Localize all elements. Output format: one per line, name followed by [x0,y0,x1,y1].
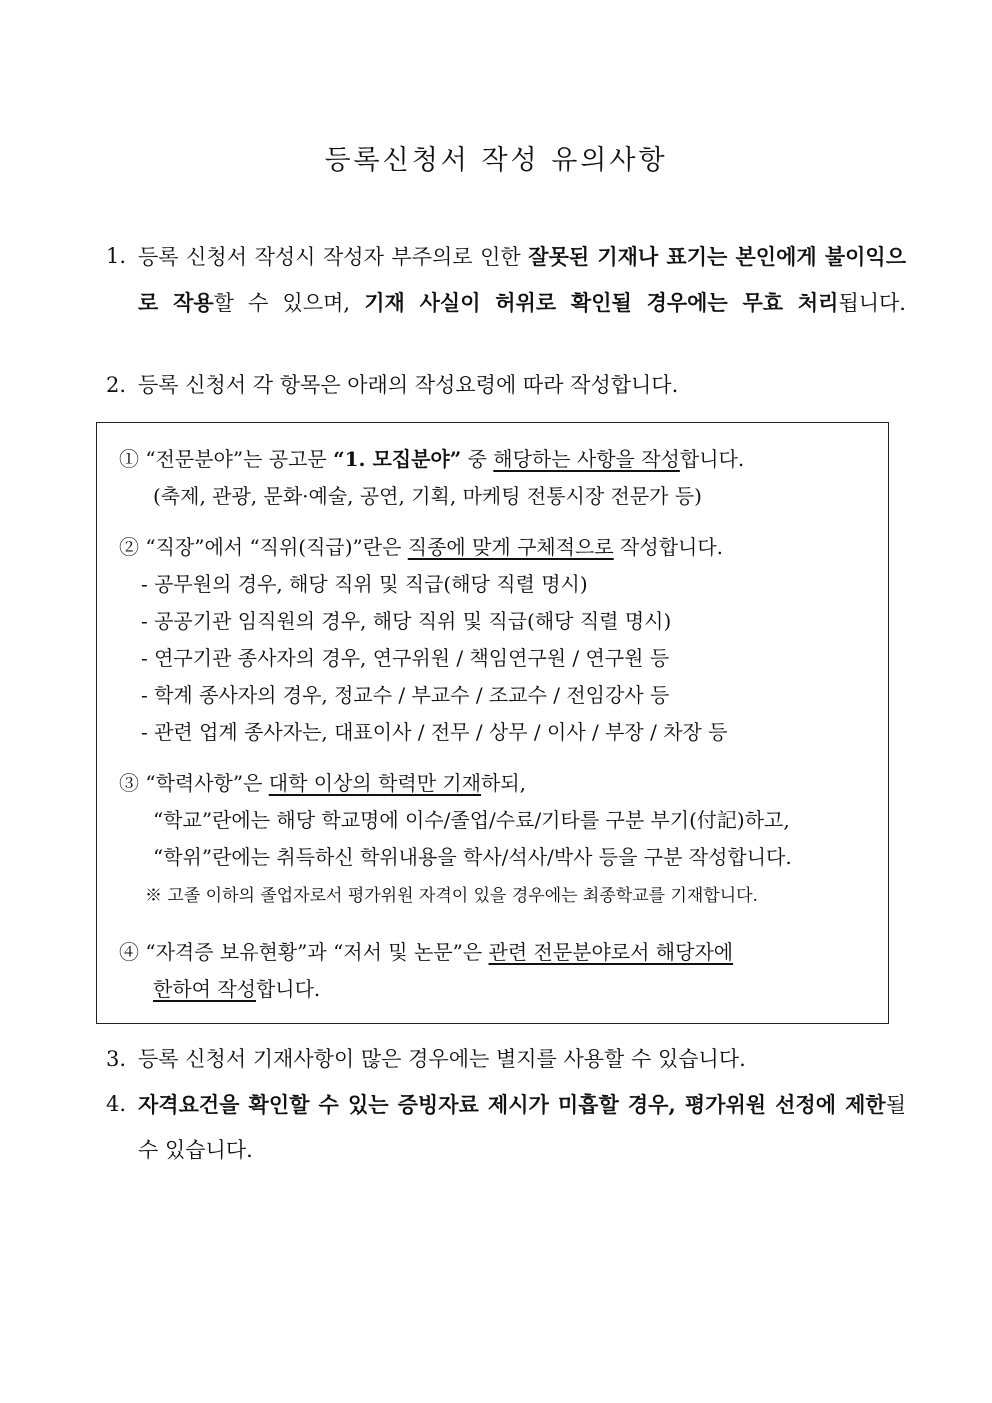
item-number: 3. [106,1047,127,1071]
dash-line: - 공공기관 임직원의 경우, 해당 직위 및 직급(해당 직렬 명시) [141,609,672,633]
instruction-4: ④ “자격증 보유현황”과 “저서 및 논문”은 관련 전문분야로서 해당자에 한하여 작성합니다. [119,940,734,1001]
item-text: 등록 신청서 작성시 작성자 부주의로 인한 잘못된 기재나 표기는 본인에게 불이익으로 작용할 수 있으며, 기재 사실이 허위로 확인될 경우에는 무효 처리됩니다. [138,244,906,315]
item-text: 자격요건을 확인할 수 있는 증빙자료 제시가 미흡할 경우, 평가위원 선정에 제한될 수 있습니다. [138,1092,906,1162]
dash-line: - 공무원의 경우, 해당 직위 및 직급(해당 직렬 명시) [141,572,588,596]
notice-item-3 [106,1037,906,1082]
instructions-box [96,422,889,1024]
instruction-1: ① “전문분야”는 공고문 “1. 모집분야” 중 해당하는 사항을 작성합니다. (축제, 관광, 문화·예술, 공연, 기획, 마케팅 전통시장 전문가 등) [119,441,869,515]
dash-line: - 연구기관 종사자의 경우, 연구위원 / 책임연구원 / 연구원 등 [141,646,670,670]
dash-line: - 학계 종사자의 경우, 정교수 / 부교수 / 조교수 / 전임강사 등 [141,683,670,707]
notice-item-2 [106,363,906,408]
item-number: 4. [106,1092,127,1116]
item-text: 등록 신청서 기재사항이 많은 경우에는 별지를 사용할 수 있습니다. [138,1047,746,1071]
instruction-2: ② “직장”에서 “직위(직급)”란은 직종에 맞게 구체적으로 작성합니다. - 공무원의 경우, 해당 직위 및 직급(해당 직렬 명시) - 공공기관 임직원의 경우, 해당 직위 및 직급(해당 직렬 명시) - 연구기관 종사자의 경우, 연구위원 / 책임연구원 / 연구원 등 - 학계 종사자의 경우, 정교수 / 부교수 / 조교수 / 전임강사 등 - 관련 업계 종사자는, 대표이사 / 전무 / 상무 / 이사 / 부장 / 차장 등 [119,529,869,751]
dash-line: - 관련 업계 종사자는, 대표이사 / 전무 / 상무 / 이사 / 부장 / 차장 등 [141,720,728,744]
instruction-sub: (축제, 관광, 문화·예술, 공연, 기획, 마케팅 전통시장 전문가 등) [153,484,702,508]
footnote: ※ 고졸 이하의 졸업자로서 평가위원 자격이 있을 경우에는 최종학교를 기재합니다. [145,886,758,906]
page-title: 등록신청서 작성 유의사항 [324,145,668,176]
notice-item-1 [106,234,906,326]
item-number: 2. [106,373,127,397]
item-text: 등록 신청서 각 항목은 아래의 작성요령에 따라 작성합니다. [138,373,679,397]
instruction-3: ③ “학력사항”은 대학 이상의 학력만 기재하되, “학교”란에는 해당 학교명에 이수/졸업/수료/기타를 구분 부기(付記)하고, “학위”란에는 취득하신 학위내용을 학사/석사/박사 등을 구분 작성합니다. ※ 고졸 이하의 졸업자로서 평가위원 자격이 있을 경우에는 최종학교를 기재합니다. [119,765,869,916]
item-number: 1. [106,244,127,268]
notice-item-4 [106,1082,906,1173]
